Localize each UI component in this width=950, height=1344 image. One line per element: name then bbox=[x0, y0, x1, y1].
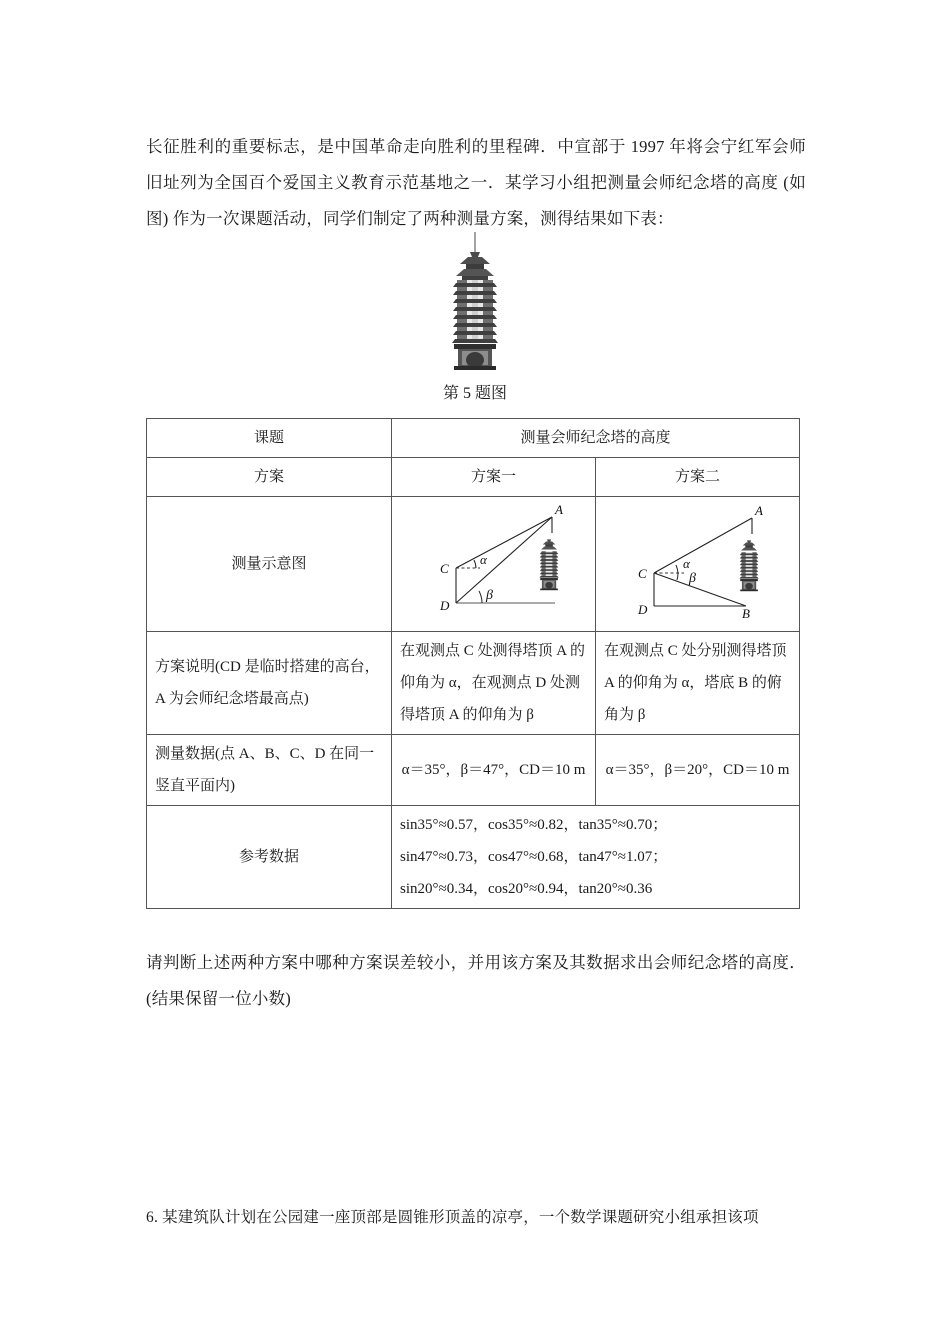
cell-measure-label: 测量数据(点 A、B、C、D 在同一竖直平面内) bbox=[147, 735, 392, 806]
cell-diagram-scheme-one bbox=[392, 497, 596, 632]
cell-reference-values bbox=[392, 806, 800, 909]
figure-caption-text: 第 5 题图 bbox=[442, 385, 507, 402]
cell-scheme-label: 方案 bbox=[147, 458, 392, 497]
label-C: C bbox=[440, 561, 449, 576]
label-A: A bbox=[755, 503, 763, 518]
measurement-table bbox=[146, 418, 800, 909]
reference-line-47: sin47°≈0.73，cos47°≈0.68，tan47°≈1.07； bbox=[400, 849, 668, 865]
table-row-explanation bbox=[147, 632, 800, 735]
next-question-paragraph: 6. 某建筑队计划在公园建一座顶部是圆锥形顶盖的凉亭，一个数学课题研究小组承担该项 bbox=[146, 1208, 759, 1226]
table-row-topic bbox=[147, 419, 800, 458]
table-row-reference bbox=[147, 806, 800, 909]
memorial-tower-icon bbox=[432, 232, 518, 372]
table-row-diagram bbox=[147, 497, 800, 632]
cell-explain-one: 在观测点 C 处测得塔顶 A 的仰角为 α，在观测点 D 处测得塔顶 A 的仰角为 β bbox=[392, 632, 596, 735]
reference-line-20: sin20°≈0.34，cos20°≈0.94，tan20°≈0.36 bbox=[400, 881, 653, 897]
scheme-two-diagram bbox=[604, 500, 816, 628]
label-alpha: α bbox=[683, 556, 690, 571]
cell-topic-label: 课题 bbox=[147, 419, 392, 458]
cell-diagram-scheme-two bbox=[596, 497, 800, 632]
table-row-measurement bbox=[147, 735, 800, 806]
reference-line-35: sin35°≈0.57，cos35°≈0.82，tan35°≈0.70； bbox=[400, 817, 668, 833]
tower-figure bbox=[0, 232, 950, 372]
label-A: A bbox=[555, 502, 563, 517]
label-beta: β bbox=[486, 588, 493, 603]
cell-measure-two: α＝35°，β＝20°，CD＝10 m bbox=[596, 735, 800, 806]
label-alpha: α bbox=[480, 552, 487, 567]
cell-scheme-two: 方案二 bbox=[596, 458, 800, 497]
scheme-one-diagram bbox=[400, 500, 612, 628]
cell-topic-value: 测量会师纪念塔的高度 bbox=[392, 419, 800, 458]
figure-caption bbox=[0, 380, 950, 403]
tower-illustration bbox=[539, 539, 558, 590]
label-D: D bbox=[440, 598, 450, 613]
cell-diagram-label: 测量示意图 bbox=[147, 497, 392, 632]
label-B: B bbox=[742, 606, 750, 621]
label-C: C bbox=[638, 566, 647, 581]
tower-illustration bbox=[739, 540, 758, 591]
cell-reference-label: 参考数据 bbox=[147, 806, 392, 909]
cell-scheme-one: 方案一 bbox=[392, 458, 596, 497]
label-D: D bbox=[638, 602, 648, 617]
intro-paragraph: 长征胜利的重要标志，是中国革命走向胜利的里程碑．中宣部于 1997 年将会宁红军会师旧址列为全国百个爱国主义教育示范基地之一．某学习小组把测量会师纪念塔的高度 (如图) 作为一次课题活动，同学们制定了两种测量方案，测得结果如下表： bbox=[146, 136, 806, 228]
closing-paragraph: 请判断上述两种方案中哪种方案误差较小，并用该方案及其数据求出会师纪念塔的高度．(结果保留一位小数) bbox=[146, 952, 806, 1008]
table-row-scheme bbox=[147, 458, 800, 497]
label-beta: β bbox=[689, 571, 696, 586]
cell-explain-two: 在观测点 C 处分别测得塔顶 A 的仰角为 α，塔底 B 的俯角为 β bbox=[596, 632, 800, 735]
cell-explain-label: 方案说明(CD 是临时搭建的高台，A 为会师纪念塔最高点) bbox=[147, 632, 392, 735]
cell-measure-one: α＝35°，β＝47°，CD＝10 m bbox=[392, 735, 596, 806]
